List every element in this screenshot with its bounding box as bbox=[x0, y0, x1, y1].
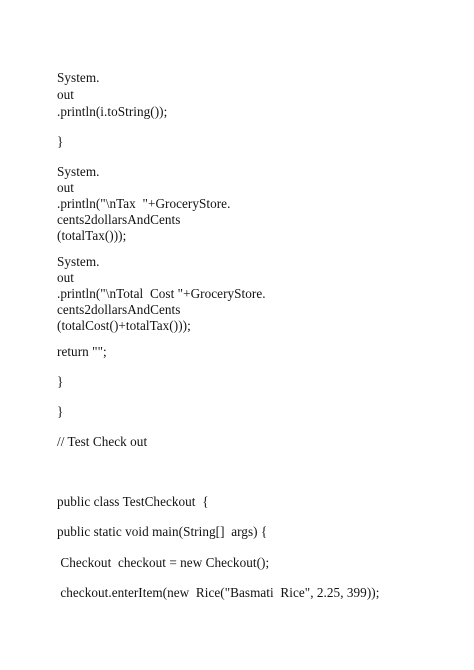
code-line: cents2dollarsAndCents bbox=[57, 302, 181, 317]
code-line: System. bbox=[57, 254, 100, 269]
code-line: return ""; bbox=[57, 344, 107, 359]
code-line: .println("\nTax "+GroceryStore. bbox=[57, 196, 231, 211]
code-line: } bbox=[57, 404, 64, 419]
code-line: Checkout checkout = new Checkout(); bbox=[57, 555, 270, 570]
code-line: } bbox=[57, 134, 64, 149]
code-line: (totalCost()+totalTax())); bbox=[57, 318, 191, 333]
code-line: cents2dollarsAndCents bbox=[57, 212, 181, 227]
code-line: checkout.enterItem(new Rice("Basmati Rice", 2.25, 399)); bbox=[57, 585, 380, 600]
code-line: } bbox=[57, 374, 64, 389]
code-line: .println("\nTotal Cost "+GroceryStore. bbox=[57, 286, 266, 301]
code-line: out bbox=[57, 180, 75, 195]
code-line: out bbox=[57, 87, 75, 102]
code-comment: // Test Check out bbox=[57, 434, 148, 449]
code-line: .println(i.toString()); bbox=[57, 104, 168, 119]
code-line: (totalTax())); bbox=[57, 228, 127, 243]
code-line: public static void main(String[] args) { bbox=[57, 524, 268, 539]
code-line: out bbox=[57, 270, 75, 285]
code-line: System. bbox=[57, 164, 100, 179]
code-line: System. bbox=[57, 70, 100, 85]
code-line: public class TestCheckout { bbox=[57, 494, 209, 509]
